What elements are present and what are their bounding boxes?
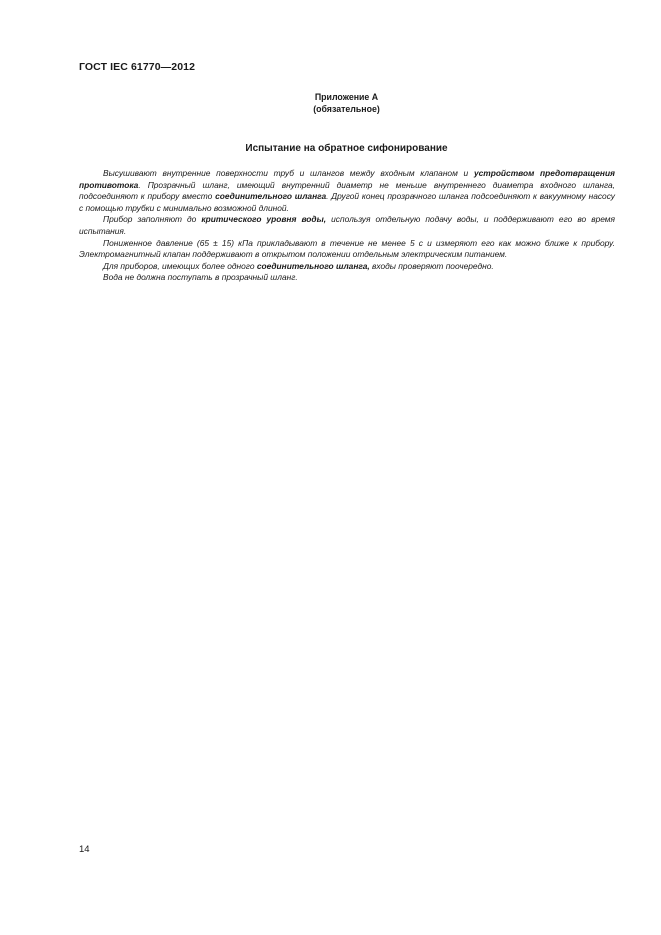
paragraph-fill-water	[79, 214, 615, 237]
text-run: входы проверяют поочередно.	[369, 260, 494, 271]
text-run: Прибор заполняют до	[103, 214, 202, 225]
term-backflow-prevention-device: устройством предотвращения противотока	[79, 168, 615, 190]
paragraph-multiple-hoses	[79, 261, 615, 273]
text-run: Пониженное давление (65 ± 15) кПа прикладывают в течение не менее 5 с и измеряют его как можно ближе к прибору. Электромагнитный клапан поддерживают в открытом положении отдельным электрическим питанием.	[79, 237, 615, 260]
annex-heading	[0, 92, 661, 115]
paragraph-reduced-pressure	[79, 238, 615, 261]
text-run: Высушивают внутренние поверхности труб и шлангов между входным клапаном и	[103, 168, 474, 178]
section-title: Испытание на обратное сифонирование	[245, 143, 448, 154]
text-run: . Прозрачный шланг, имеющий внутренний диаметр не меньше внутреннего диаметра входного шланга, подсоединяют к прибору вместо	[79, 179, 615, 202]
text-run: используя отдельную подачу воды, и поддерживают его во время испытания.	[79, 214, 616, 236]
section-title-block	[0, 143, 661, 154]
annex-status: (обязательное)	[313, 103, 380, 114]
text-run: . Другой конец прозрачного шланга подсоединяют к вакуумному насосу с помощью трубки с минимально возможной длиной.	[79, 191, 615, 213]
body-text	[79, 168, 615, 284]
paragraph-requirement	[79, 272, 615, 284]
term-connecting-hose: соединительного шланга,	[256, 260, 370, 271]
annex-title: Приложение А	[314, 92, 379, 102]
text-run: Вода не должна поступать в прозрачный шланг.	[103, 272, 298, 283]
standard-code-header: ГОСТ IEC 61770—2012	[79, 61, 196, 73]
page-number: 14	[79, 844, 90, 855]
term-critical-water-level: критического уровня воды,	[201, 214, 327, 225]
text-run: Для приборов, имеющих более одного	[103, 260, 257, 271]
term-connecting-hose: соединительного шланга	[215, 191, 327, 202]
paragraph-dry-surfaces	[79, 168, 615, 214]
